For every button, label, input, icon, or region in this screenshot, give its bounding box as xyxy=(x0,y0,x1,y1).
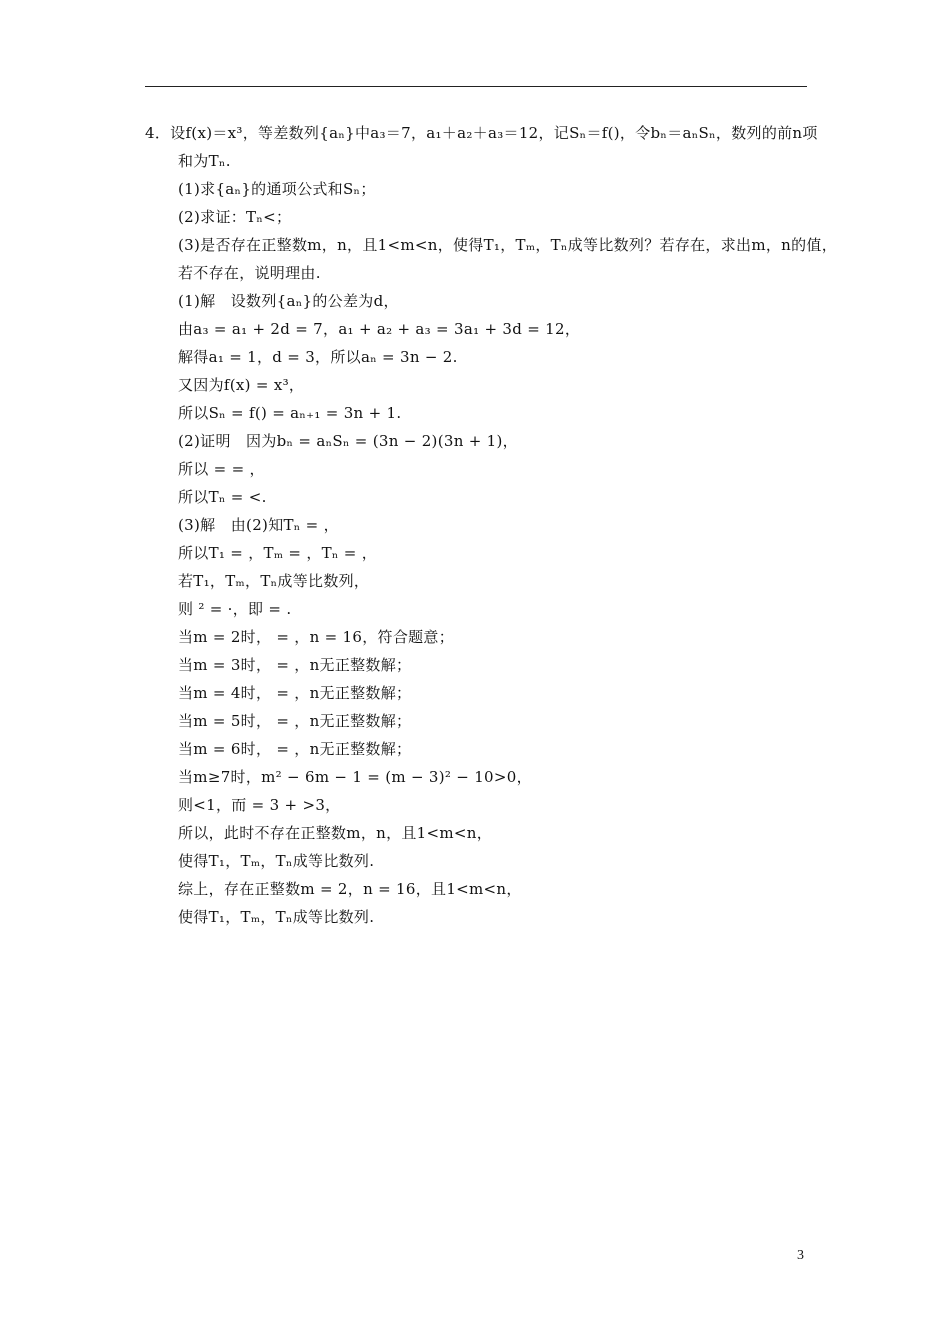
solution-3-step-1: 所以T₁ = ，Tₘ = ，Tₙ = ， xyxy=(178,544,378,562)
question-3-line-2: 若不存在，说明理由. xyxy=(178,264,321,282)
solution-1-heading: (1)解 设数列{aₙ}的公差为d， xyxy=(178,292,399,310)
header-rule xyxy=(145,86,807,87)
solution-1-step-1: 由a₃ = a₁ + 2d = 7，a₁ + a₂ + a₃ = 3a₁ + 3d = 12， xyxy=(178,320,581,338)
solution-3-step-2: 若T₁，Tₘ，Tₙ成等比数列， xyxy=(178,572,370,590)
solution-1-step-3: 又因为f(x) = x³， xyxy=(178,376,305,394)
case-m-6: 当m = 6时， = ，n无正整数解； xyxy=(178,740,412,758)
solution-3-heading: (3)解 由(2)知Tₙ = ， xyxy=(178,516,339,534)
case-m-4: 当m = 4时， = ，n无正整数解； xyxy=(178,684,412,702)
case-m-ge-7-step-2: 则<1，而 = 3 + >3， xyxy=(178,796,341,814)
summary-line-1: 综上，存在正整数m = 2，n = 16，且1<m<n， xyxy=(178,880,522,898)
solution-1-step-2: 解得a₁ = 1，d = 3，所以aₙ = 3n − 2. xyxy=(178,348,458,366)
question-1: (1)求{aₙ}的通项公式和Sₙ； xyxy=(178,180,376,198)
question-3-line-1: (3)是否存在正整数m，n，且1<m<n，使得T₁，Tₘ，Tₙ成等比数列？若存在，求出m，n的值， xyxy=(178,236,837,254)
proof-2-heading: (2)证明 因为bₙ = aₙSₙ = (3n − 2)(3n + 1)， xyxy=(178,432,518,450)
proof-2-step-1: 所以 = = ， xyxy=(178,460,265,478)
proof-2-step-2: 所以Tₙ = <. xyxy=(178,488,267,506)
solution-3-step-3: 则 ² = ·，即 = . xyxy=(178,600,292,618)
question-2: (2)求证：Tₙ<； xyxy=(178,208,292,226)
conclusion-line-2: 使得T₁，Tₘ，Tₙ成等比数列. xyxy=(178,852,375,870)
page-number: 3 xyxy=(797,1248,804,1263)
solution-1-step-4: 所以Sₙ = f() = aₙ₊₁ = 3n + 1. xyxy=(178,404,402,422)
case-m-2: 当m = 2时， = ，n = 16，符合题意； xyxy=(178,628,455,646)
conclusion-line-1: 所以，此时不存在正整数m，n，且1<m<n， xyxy=(178,824,493,842)
case-m-ge-7: 当m≥7时，m² − 6m − 1 = (m − 3)² − 10>0， xyxy=(178,768,532,786)
problem-statement-line-2: 和为Tₙ. xyxy=(178,152,231,170)
case-m-5: 当m = 5时， = ，n无正整数解； xyxy=(178,712,412,730)
problem-statement-line-1: 4．设f(x)＝x³，等差数列{aₙ}中a₃＝7，a₁＋a₂＋a₃＝12，记Sₙ＝f()，令bₙ＝aₙSₙ，数列的前n项 xyxy=(145,124,818,142)
summary-line-2: 使得T₁，Tₘ，Tₙ成等比数列. xyxy=(178,908,375,926)
case-m-3: 当m = 3时， = ，n无正整数解； xyxy=(178,656,412,674)
